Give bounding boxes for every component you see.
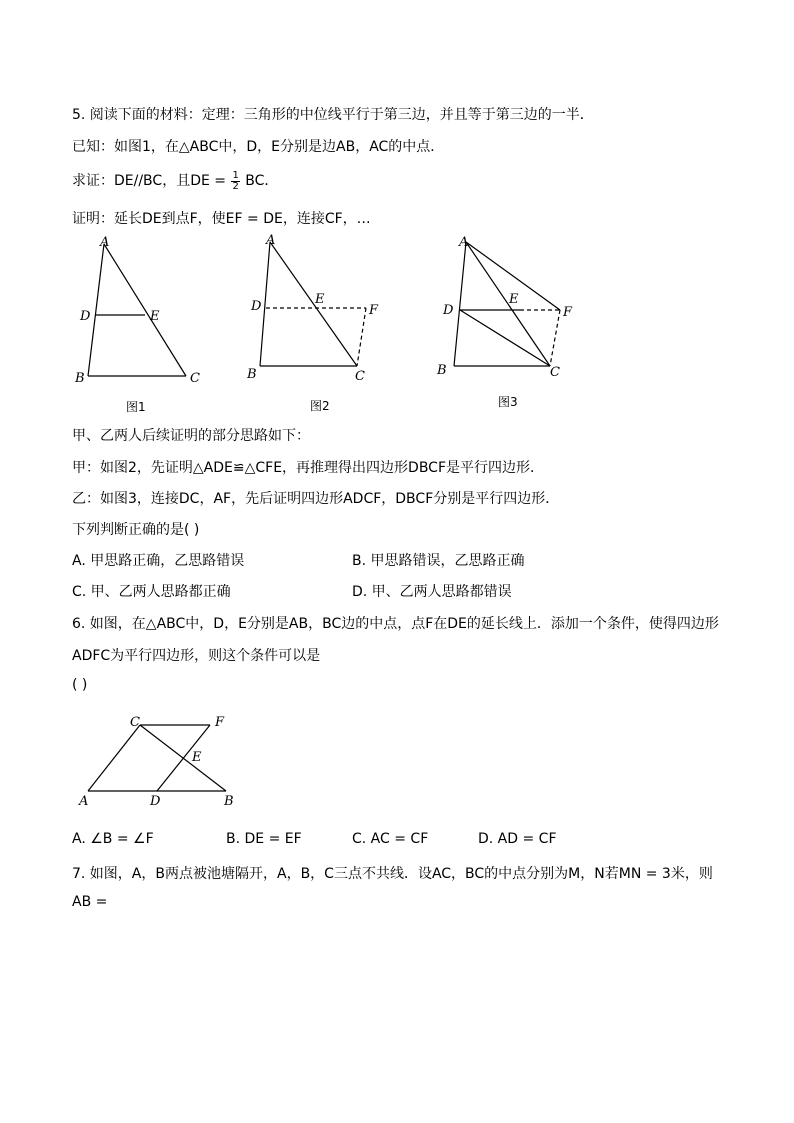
- q5-prove-text: 求证：DE//BC，且DE =: [72, 173, 226, 189]
- q7-stem: 7. 如图，A，B两点被池塘隔开，A，B，C三点不共线．设AC，BC的中点分别为M，N若MN = 3米，则: [72, 866, 713, 882]
- q6-option-c[interactable]: C. AC = CF: [352, 831, 429, 847]
- q6-figure: [0, 705, 794, 815]
- fig2-label-a: A: [266, 233, 276, 248]
- figure-1: [88, 244, 186, 376]
- q6-stem-cont: ADFC为平行四边形，则这个条件可以是: [72, 648, 321, 664]
- fig3-label-d: D: [443, 303, 454, 318]
- fraction-numerator: 1: [232, 169, 239, 181]
- q6-label-a: A: [79, 794, 89, 809]
- fig2-label-e: E: [315, 292, 325, 307]
- q5-jia-idea: 甲：如图2，先证明△ADE≌△CFE，再推理得出四边形DBCF是平行四边形．: [72, 460, 545, 476]
- q6-stem: 6. 如图，在△ABC中，D，E分别是AB，BC边的中点，点F在DE的延长线上．添加一个条件，使得四边形: [72, 616, 719, 632]
- fraction-half: [231, 171, 239, 192]
- fig2-label-f: F: [369, 303, 379, 318]
- q6-label-c: C: [130, 715, 140, 730]
- fig3-label-b: B: [437, 363, 447, 378]
- q5-stem: 5. 阅读下面的材料：定理：三角形的中位线平行于第三边，并且等于第三边的一半．: [72, 107, 594, 123]
- fig1-label-c: C: [190, 371, 200, 386]
- q5-option-b[interactable]: B. 甲思路错误，乙思路正确: [352, 553, 525, 569]
- fig3-label-c: C: [550, 365, 560, 380]
- q5-question: 下列判断正确的是( ): [72, 522, 200, 538]
- q5-prove-text-end: BC．: [245, 173, 279, 189]
- q5-proof-start: 证明：延长DE到点F，使EF = DE，连接CF，…: [72, 211, 371, 227]
- q5-prove: [72, 170, 278, 192]
- fig1-label-e: E: [150, 309, 160, 324]
- fig3-label-e: E: [509, 292, 519, 307]
- fig3-label-f: F: [563, 305, 573, 320]
- fig1-caption: 图1: [126, 400, 146, 414]
- q6-label-e: E: [192, 750, 202, 765]
- fig2-label-d: D: [251, 299, 262, 314]
- q6-label-f: F: [215, 715, 225, 730]
- fig2-label-b: B: [247, 367, 257, 382]
- q5-ideas-intro: 甲、乙两人后续证明的部分思路如下：: [72, 428, 310, 444]
- q6-option-b[interactable]: B. DE = EF: [226, 831, 302, 847]
- q6-option-a[interactable]: A. ∠B = ∠F: [72, 831, 154, 847]
- figure-2: [260, 242, 366, 366]
- fig3-label-a: A: [459, 235, 469, 250]
- fig1-label-b: B: [75, 371, 85, 386]
- q5-option-d[interactable]: D. 甲、乙两人思路都错误: [352, 584, 512, 600]
- fig2-caption: 图2: [310, 399, 330, 413]
- q5-option-c[interactable]: C. 甲、乙两人思路都正确: [72, 584, 231, 600]
- q5-option-a[interactable]: A. 甲思路正确，乙思路错误: [72, 553, 245, 569]
- fig1-label-d: D: [80, 309, 91, 324]
- fig1-label-a: A: [100, 235, 110, 250]
- fraction-denominator: 2: [232, 180, 239, 192]
- fig2-label-c: C: [355, 369, 365, 384]
- q6-label-d: D: [150, 794, 161, 809]
- q6-label-b: B: [224, 794, 234, 809]
- q5-figures: [0, 230, 794, 420]
- q5-yi-idea: 乙：如图3，连接DC，AF，先后证明四边形ADCF，DBCF分别是平行四边形．: [72, 491, 560, 507]
- q6-option-d[interactable]: D. AD = CF: [478, 831, 557, 847]
- q5-given: 已知：如图1，在△ABC中，D，E分别是边AB，AC的中点．: [72, 139, 445, 155]
- q7-stem-cont: AB =: [72, 894, 108, 910]
- q6-answer-blank: ( ): [72, 677, 88, 693]
- fig3-caption: 图3: [498, 395, 518, 409]
- figure-3: [454, 242, 560, 366]
